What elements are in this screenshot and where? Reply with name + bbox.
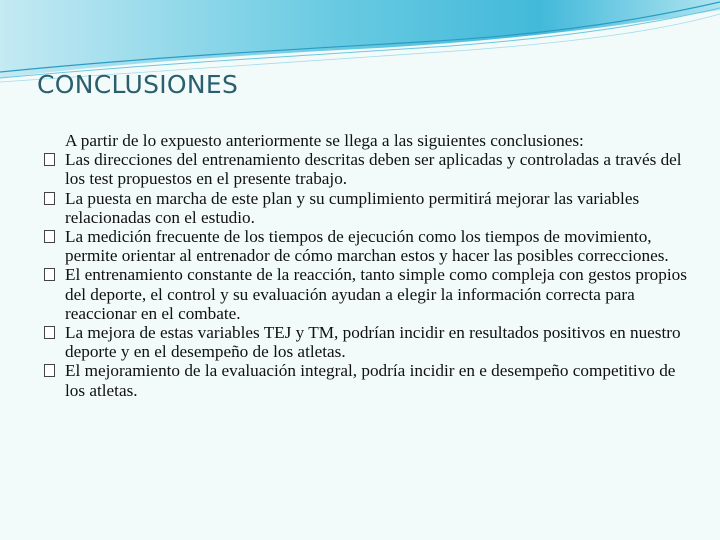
list-item-text: El entrenamiento constante de la reacción, tanto simple como compleja con gestos propios del deporte, el control y su evaluación ayudan a elegir la información correcta para reaccionar en el combate. <box>65 265 687 323</box>
list-item-text: La puesta en marcha de este plan y su cumplimiento permitirá mejorar las variables relacionadas con el estudio. <box>65 188 640 227</box>
bullet-box-icon <box>44 364 55 377</box>
list-item-text: La mejora de estas variables TEJ y TM, podrían incidir en resultados positivos en nuestro deporte y en el desempeño de los atletas. <box>65 323 681 362</box>
intro-paragraph: A partir de lo expuesto anteriormente se llega a las siguientes conclusiones: <box>65 131 584 150</box>
list-item-text: El mejoramiento de la evaluación integral, podría incidir en e desempeño competitivo de los atletas. <box>65 361 676 400</box>
bullet-box-icon <box>44 268 55 281</box>
list-item <box>48 265 688 323</box>
list-item-text: La medición frecuente de los tiempos de ejecución como los tiempos de movimiento, permite orientar al entrenador de cómo marchan estos y hacer las posibles correcciones. <box>65 227 669 266</box>
bullet-box-icon <box>44 230 55 243</box>
list-item <box>48 361 688 399</box>
slide-body <box>48 131 688 400</box>
bullet-box-icon <box>44 326 55 339</box>
slide-title: CONCLUSIONES <box>37 70 239 99</box>
bullet-box-icon <box>44 153 55 166</box>
list-item <box>48 227 688 265</box>
list-item <box>48 150 688 188</box>
bullet-box-icon <box>44 192 55 205</box>
list-item <box>48 323 688 361</box>
list-item-text: Las direcciones del entrenamiento descritas deben ser aplicadas y controladas a través del los test propuestos en el presente trabajo. <box>65 150 682 189</box>
list-item <box>48 189 688 227</box>
conclusions-list <box>48 150 688 400</box>
